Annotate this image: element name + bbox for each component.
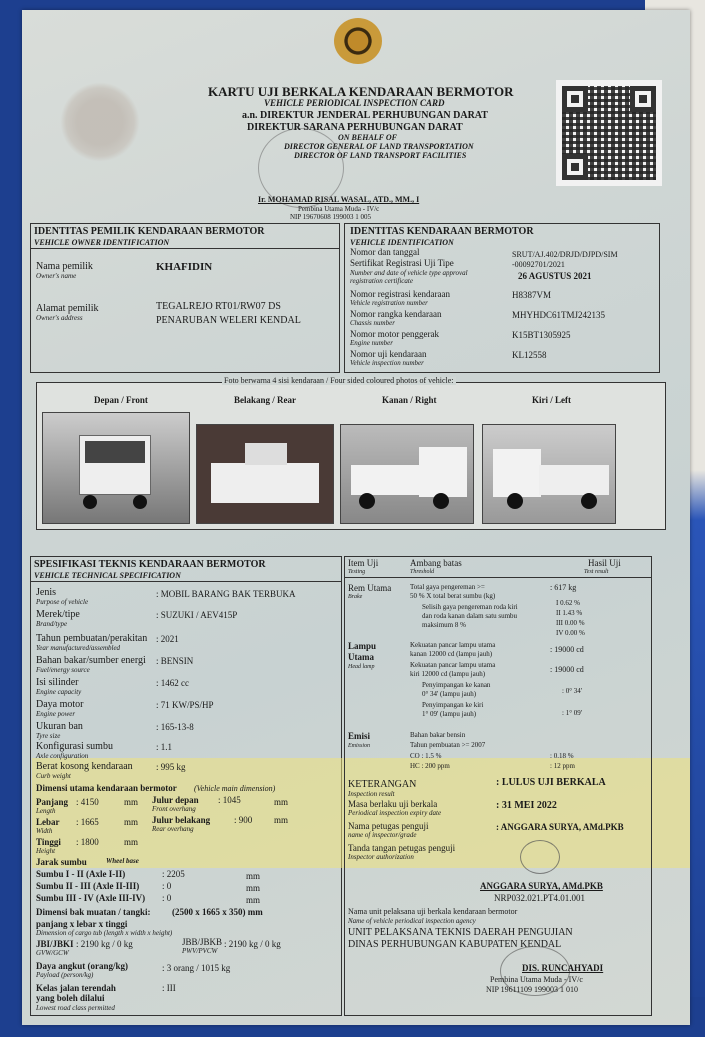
header-line4: ON BEHALF OF [338, 133, 397, 142]
unit-mm: mm [124, 797, 139, 807]
brake-result: : 617 kg [550, 583, 577, 592]
header-line5: DIRECTOR GENERAL OF LAND TRANSPORTATION [284, 142, 474, 151]
brake-result: I 0.62 % [556, 599, 580, 607]
lamp-threshold: Penyimpangan ke kiri [422, 701, 484, 709]
road-class-label-en: Lowest road class permitted [36, 1004, 115, 1012]
vehicle-id-row-label: Nomor uji kendaraan [350, 349, 427, 359]
lamp-threshold: Kekuatan pancar lampu utama [410, 661, 496, 669]
jbi-label: JBI/JBKI [36, 939, 74, 949]
spec-row-value: : 1462 cc [156, 678, 189, 688]
owner-section-title: IDENTITAS PEMILIK KENDARAAN BERMOTOR [34, 226, 265, 237]
owner-name-value: KHAFIDIN [156, 261, 213, 273]
unit-mm: mm [274, 797, 289, 807]
spec-row-label-en: Engine power [36, 710, 76, 718]
cargo-sub: panjang x lebar x tinggi [36, 919, 128, 929]
panjang-label: Panjang [36, 797, 69, 807]
lamp-result: : 1° 09' [562, 709, 583, 717]
col-threshold: Ambang batas [410, 558, 462, 568]
vehicle-id-section-title-en: VEHICLE IDENTIFICATION [350, 238, 454, 247]
card-title-en: VEHICLE PERIODICAL INSPECTION CARD [264, 98, 445, 108]
spec-row-label: Ukuran ban [36, 721, 83, 732]
spec-row-value: : BENSIN [156, 656, 194, 666]
agency-value1: UNIT PELAKSANA TEKNIS DAERAH PENGUJIAN [348, 927, 573, 938]
header-line3: DIREKTUR SARANA PERHUBUNGAN DARAT [247, 122, 463, 133]
brake-label-en: Brake [348, 594, 363, 600]
agency-value2: DINAS PERHUBUNGAN KABUPATEN KENDAL [348, 939, 562, 950]
inspector-label-en: name of inspector/grade [348, 831, 417, 839]
spec-row-label: Merek/tipe [36, 609, 80, 620]
vehicle-id-row-label: Nomor registrasi kendaraan [350, 289, 450, 299]
photo-front [42, 412, 190, 524]
inspector-nrp: NRP032.021.PT4.01.001 [494, 893, 586, 903]
vehicle-id-row-label: Sertifikat Registrasi Uji Tipe [350, 258, 454, 268]
col-item: Item Uji [348, 558, 379, 568]
lamp-label: Lampu [348, 641, 377, 651]
tinggi-label: Tinggi [36, 837, 61, 847]
tinggi-label-en: Height [36, 847, 56, 855]
emission-threshold: Tahun pembuatan >= 2007 [410, 741, 486, 749]
emblem-icon [334, 18, 382, 64]
spec-row-label-en: Axle configuration [36, 752, 89, 760]
card-title: KARTU UJI BERKALA KENDARAAN BERMOTOR [208, 84, 514, 99]
lamp-result: : 19000 cd [550, 645, 584, 654]
cargo-label: Dimensi bak muatan / tangki: [36, 907, 151, 917]
spec-row-label: Isi silinder [36, 677, 79, 688]
qr-code-icon [556, 80, 662, 186]
lamp-result: : 0° 34' [562, 687, 583, 695]
julur-belakang-value: : 900 [234, 815, 253, 825]
jbi-label-en: GVW/GCW [36, 949, 69, 957]
emission-threshold: HC : 200 ppm [410, 762, 450, 770]
lamp-threshold: kiri 12000 cd (lampu jauh) [410, 670, 486, 678]
spec-row-label-en: Year manufactured/assembled [36, 644, 121, 652]
panjang-label-en: Length [36, 807, 56, 815]
emission-threshold: Bahan bakar bensin [410, 731, 466, 739]
wheelbase-label-en: Wheel base [106, 857, 139, 865]
emission-result: : 12 ppm [550, 762, 575, 770]
axle2-label: Sumbu II - III (Axle II-III) [36, 881, 140, 891]
spec-row-label-en: Purpose of vehicle [36, 598, 89, 606]
vehicle-id-srut-value: SRUT/AJ.402/DRJD/DJPD/SIM -00092701/2021 [512, 250, 618, 269]
col-threshold-en: Threshold [410, 569, 435, 575]
vehicle-id-inspection-value: KL12558 [512, 350, 547, 360]
spec-row-value: : 71 KW/PS/HP [156, 700, 214, 710]
lamp-label2: Utama [348, 652, 374, 662]
lamp-threshold: kanan 12000 cd (lampu jauh) [410, 650, 493, 658]
tinggi-value: : 1800 [76, 837, 99, 847]
road-class-label: Kelas jalan terendah [36, 983, 116, 993]
unit-mm: mm [124, 837, 139, 847]
axle3-label: Sumbu III - IV (Axle III-IV) [36, 893, 146, 903]
unit-mm: mm [124, 817, 139, 827]
spec-row-value: : 165-13-8 [156, 722, 194, 732]
brake-threshold: dan roda kanan dalam satu sumbu [422, 612, 518, 620]
lamp-threshold: 0° 34' (lampu jauh) [422, 690, 477, 698]
spec-section-title-en: VEHICLE TECHNICAL SPECIFICATION [34, 571, 181, 580]
lamp-threshold: Penyimpangan ke kanan [422, 681, 491, 689]
vehicle-id-row-label-en: Engine number [350, 339, 393, 347]
brake-result: IV 0.00 % [556, 629, 585, 637]
inspector-label: Nama petugas penguji [348, 821, 429, 831]
payload-value: : 3 orang / 1015 kg [162, 963, 231, 973]
photo-rear [196, 424, 334, 524]
owner-name-label-en: Owner's name [36, 272, 77, 280]
spec-row-label: Daya motor [36, 699, 84, 710]
owner-address-label: Alamat pemilik [36, 303, 99, 314]
photo-left-label: Kiri / Left [532, 395, 571, 405]
photo-front-label: Depan / Front [94, 395, 148, 405]
lamp-threshold: 1° 09' (lampu jauh) [422, 710, 477, 718]
vehicle-id-row-label: Nomor dan tanggal [350, 247, 420, 257]
brake-result: II 1.43 % [556, 609, 583, 617]
lamp-threshold: Kekuatan pancar lampu utama [410, 641, 496, 649]
road-class-value: : III [162, 983, 176, 993]
photo-rear-label: Belakang / Rear [234, 395, 296, 405]
result-label-en: Inspection result [348, 790, 395, 798]
signature-label: Tanda tangan petugas penguji [348, 843, 456, 853]
spec-row-label-en: Tyre size [36, 732, 61, 740]
julur-depan-value: : 1045 [218, 795, 241, 805]
expiry-label-en: Periodical inspection expiry date [348, 809, 442, 817]
head-rank: Pembina Utama Muda - IV/c [490, 975, 583, 984]
owner-address-value1: TEGALREJO RT01/RW07 DS [156, 301, 281, 312]
panjang-value: : 4150 [76, 797, 99, 807]
lamp-result: : 19000 cd [550, 665, 584, 674]
signature-label-en: Inspector authorization [348, 853, 414, 861]
header-signer-rank: Pembina Utama Muda - IV/c [298, 205, 380, 213]
cargo-value: (2500 x 1665 x 350) mm [172, 907, 263, 917]
vehicle-id-row-label: Nomor rangka kendaraan [350, 309, 442, 319]
header-line2: a.n. DIREKTUR JENDERAL PERHUBUNGAN DARAT [242, 110, 488, 121]
brake-result: III 0.00 % [556, 619, 585, 627]
spec-row-label: Berat kosong kendaraan [36, 761, 133, 772]
brake-threshold: Selisih gaya pengereman roda kiri [422, 603, 518, 611]
spec-row-label-en: Engine capacity [36, 688, 82, 696]
vehicle-id-reg-value: H8387VM [512, 290, 552, 300]
col-result: Hasil Uji [588, 558, 621, 568]
axle3-value: : 0 [162, 893, 172, 903]
header-line6: DIRECTOR OF LAND TRANSPORT FACILITIES [294, 151, 467, 160]
brake-label: Rem Utama [348, 583, 392, 593]
axle1-value: : 2205 [162, 869, 185, 879]
spec-row-label-en: Brand/type [36, 620, 68, 628]
wheelbase-label: Jarak sumbu [36, 857, 87, 867]
inspection-card [22, 10, 690, 1025]
emission-result: : 0.18 % [550, 752, 574, 760]
photo-right-label: Kanan / Right [382, 395, 437, 405]
header-signer-nip: NIP 19670608 199003 1 005 [290, 213, 372, 221]
inspector-value: : ANGGARA SURYA, AMd.PKB [496, 822, 624, 832]
photos-caption: Foto berwarna 4 sisi kendaraan / Four sided coloured photos of vehicle: [224, 376, 454, 385]
agency-label-en: Name of vehicle periodical inspection agency [348, 917, 476, 925]
spec-row-value: : 995 kg [156, 762, 186, 772]
spec-row-label-en: Curb weight [36, 772, 71, 780]
vehicle-id-row-label-en: Number and date of vehicle type approval registration certificate [350, 269, 468, 285]
owner-address-label-en: Owner's address [36, 314, 83, 322]
agency-label: Nama unit pelaksana uji berkala kendaraan bermotor [348, 907, 518, 916]
jbi-value: : 2190 kg / 0 kg [76, 939, 133, 949]
lebar-value: : 1665 [76, 817, 99, 827]
vehicle-id-chassis-value: MHYHDC61TMJ242135 [512, 310, 606, 320]
cargo-label-en: Dimension of cargo tub (length x width x height) [36, 929, 173, 937]
owner-name-label: Nama pemilik [36, 261, 93, 272]
vehicle-id-srut-date: 26 AGUSTUS 2021 [518, 271, 592, 281]
inspector-stamp-icon [520, 840, 560, 874]
vehicle-id-row-label-en: Chassis number [350, 319, 395, 327]
jbb-value: : 2190 kg / 0 kg [224, 939, 281, 949]
payload-label-en: Payload (person/kg) [36, 971, 94, 979]
spec-row-label: Bahan bakar/sumber energi [36, 655, 146, 666]
unit-mm: mm [274, 815, 289, 825]
brake-threshold: Total gaya pengereman >= [410, 583, 485, 591]
col-result-en: Test result [584, 569, 609, 575]
emission-label-en: Emission [348, 743, 371, 749]
emission-label: Emisi [348, 731, 371, 741]
dim-title-en: (Vehicle main dimension) [194, 784, 276, 793]
spec-row-label: Jenis [36, 587, 56, 598]
result-value: : LULUS UJI BERKALA [496, 777, 606, 788]
faded-stamp-icon [60, 82, 140, 162]
owner-address-value2: PENARUBAN WELERI KENDAL [156, 315, 301, 326]
jbb-label: JBB/JBKB [182, 937, 223, 947]
photo-right [340, 424, 474, 524]
axle2-value: : 0 [162, 881, 172, 891]
result-label: KETERANGAN [348, 779, 417, 790]
jbb-label-en: PWV/PVCW [182, 947, 218, 955]
spec-row-value: : SUZUKI / AEV415P [156, 610, 238, 620]
head-nip: NIP 19611109 199003 1 010 [486, 985, 578, 994]
expiry-label: Masa berlaku uji berkala [348, 799, 438, 809]
spec-row-value: : 2021 [156, 634, 179, 644]
lebar-label-en: Width [36, 827, 53, 835]
vehicle-id-row-label-en: Vehicle registration number [350, 299, 428, 307]
inspector-name: ANGGARA SURYA, AMd.PKB [480, 881, 603, 891]
julur-depan-label-en: Front overhang [152, 805, 196, 813]
vehicle-id-section-title: IDENTITAS KENDARAAN BERMOTOR [350, 226, 534, 237]
spec-row-value: : MOBIL BARANG BAK TERBUKA [156, 589, 296, 599]
julur-belakang-label-en: Rear overhang [152, 825, 194, 833]
lamp-label-en: Head lamp [348, 664, 375, 670]
brake-threshold: 50 % X total berat sumbu (kg) [410, 592, 496, 600]
col-item-en: Testing [348, 569, 366, 575]
dim-title: Dimensi utama kendaraan bermotor [36, 783, 177, 793]
header-signer: Ir. MOHAMAD RISAL WASAL, ATD., MM., I [258, 195, 420, 204]
owner-section-title-en: VEHICLE OWNER IDENTIFICATION [34, 238, 170, 247]
unit-mm: mm [246, 895, 261, 905]
julur-depan-label: Julur depan [152, 795, 199, 805]
axle1-label: Sumbu I - II (Axle I-II) [36, 869, 126, 879]
emission-threshold: CO : 1.5 % [410, 752, 442, 760]
spec-row-label: Konfigurasi sumbu [36, 741, 113, 752]
unit-mm: mm [246, 883, 261, 893]
road-class-label2: yang boleh dilalui [36, 993, 105, 1003]
spec-row-label: Tahun pembuatan/perakitan [36, 633, 148, 644]
expiry-value: : 31 MEI 2022 [496, 800, 557, 811]
spec-row-value: : 1.1 [156, 742, 173, 752]
julur-belakang-label: Julur belakang [152, 815, 211, 825]
unit-mm: mm [246, 871, 261, 881]
lebar-label: Lebar [36, 817, 60, 827]
photo-left [482, 424, 616, 524]
payload-label: Daya angkut (orang/kg) [36, 961, 129, 971]
spec-section-title: SPESIFIKASI TEKNIS KENDARAAN BERMOTOR [34, 559, 266, 570]
spec-row-label-en: Fuel/energy source [36, 666, 90, 674]
vehicle-id-row-label: Nomor motor penggerak [350, 329, 439, 339]
brake-threshold: maksimum 8 % [422, 621, 466, 629]
head-name: DIS. RUNCAHYADI [522, 963, 604, 973]
vehicle-id-engine-value: K15BT1305925 [512, 330, 571, 340]
vehicle-id-row-label-en: Vehicle inspection number [350, 359, 424, 367]
